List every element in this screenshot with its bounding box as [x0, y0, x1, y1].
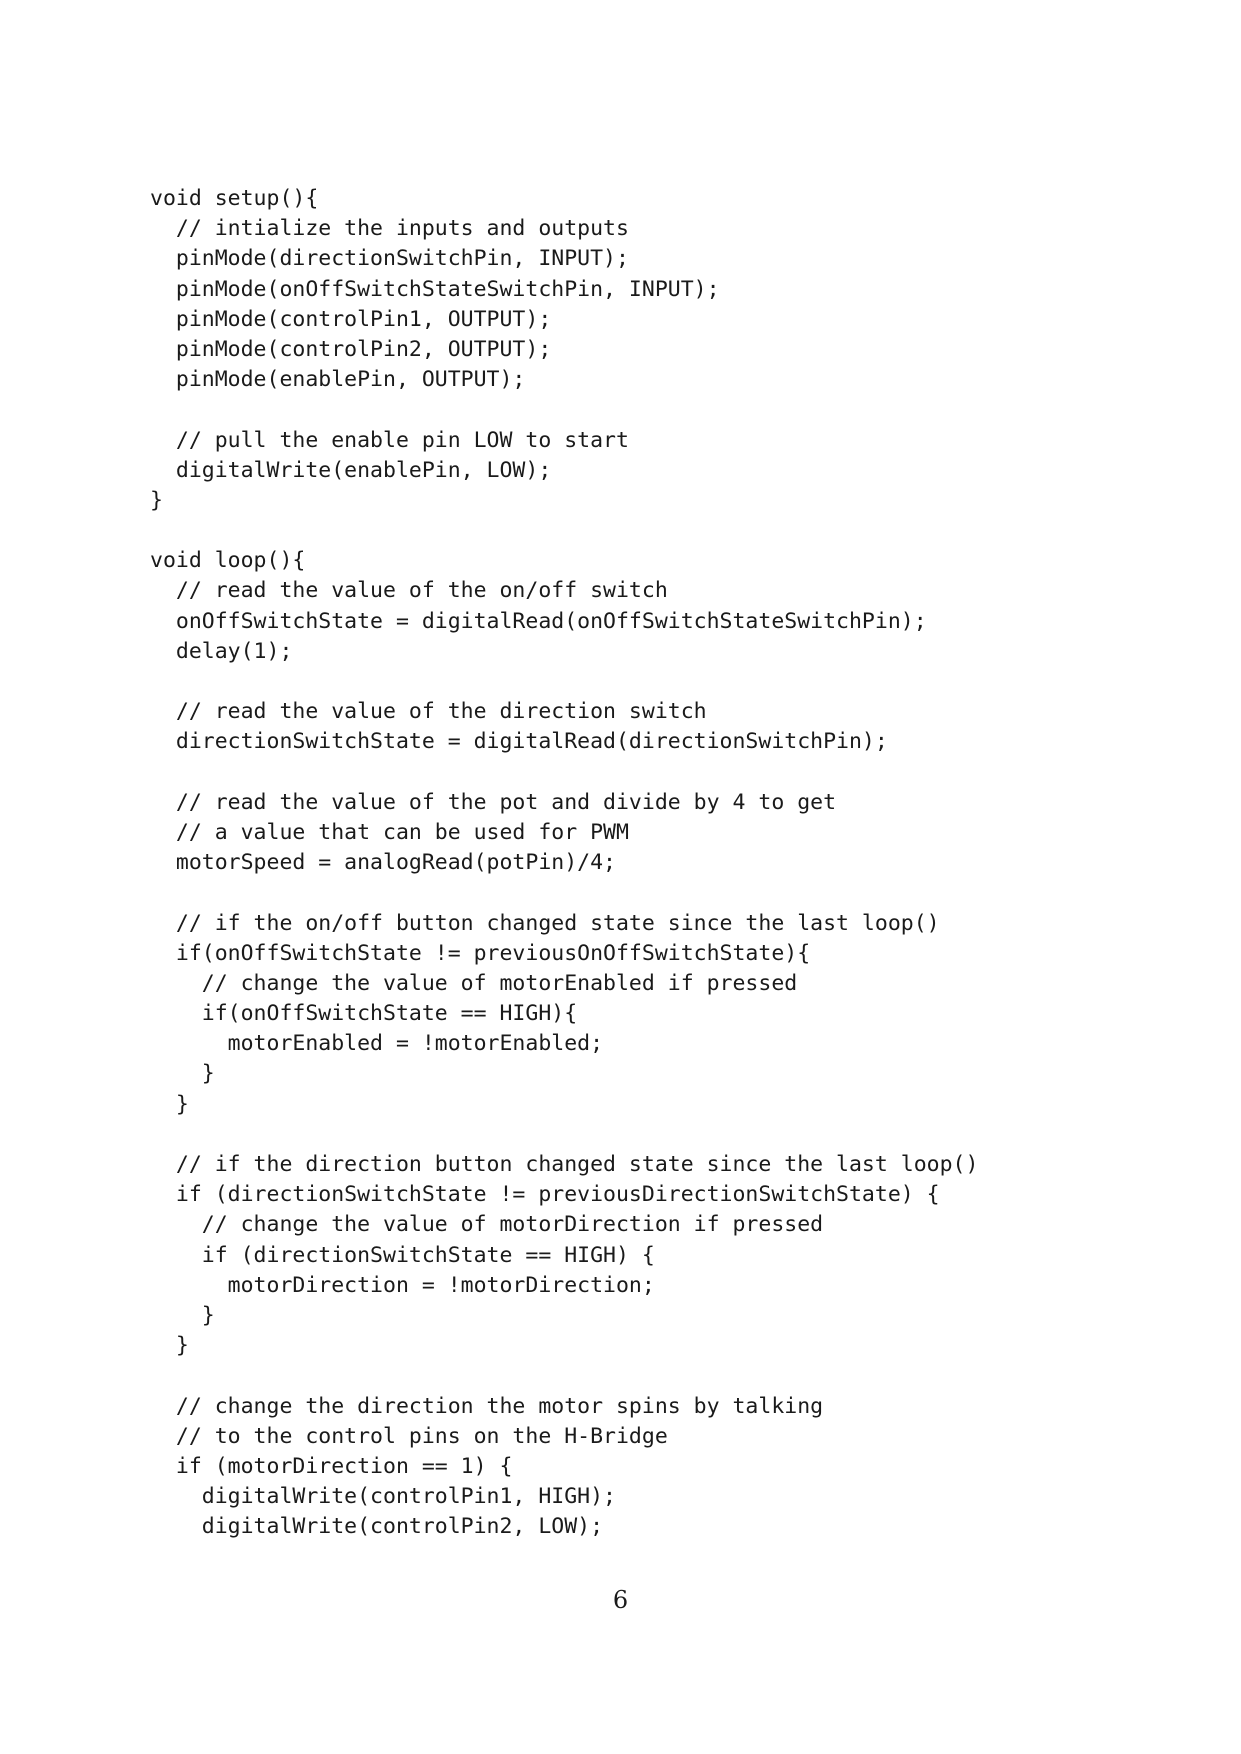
code-line	[150, 1120, 978, 1150]
code-line: motorSpeed = analogRead(potPin)/4;	[150, 850, 616, 876]
code-line: digitalWrite(controlPin2, LOW);	[150, 1514, 604, 1540]
code-line: // change the value of motorEnabled if pressed	[150, 970, 798, 996]
code-line: // read the value of the pot and divide by 4 to get	[150, 789, 837, 815]
code-line: }	[150, 1091, 189, 1117]
code-line: // if the direction button changed state since the last loop()	[150, 1152, 979, 1177]
code-line	[150, 395, 978, 425]
code-line: }	[150, 1333, 189, 1359]
code-line	[150, 878, 978, 908]
code-line: // to the control pins on the H-Bridge	[150, 1423, 668, 1449]
code-line: // read the value of the direction switch	[150, 699, 707, 725]
code-line: pinMode(directionSwitchPin, INPUT);	[150, 246, 629, 272]
code-line: if(onOffSwitchState == HIGH){	[150, 1001, 578, 1027]
code-line: motorEnabled = !motorEnabled;	[150, 1031, 604, 1057]
code-line: pinMode(enablePin, OUTPUT);	[150, 367, 526, 393]
code-line: if(onOffSwitchState != previousOnOffSwitchState){	[150, 940, 811, 966]
code-line: // a value that can be used for PWM	[150, 819, 629, 845]
code-line	[150, 667, 978, 697]
code-line: pinMode(controlPin2, OUTPUT);	[150, 336, 552, 362]
code-line	[150, 758, 978, 788]
code-line: // change the direction the motor spins by talking	[150, 1393, 824, 1419]
code-line: }	[150, 1061, 215, 1087]
code-line: // intialize the inputs and outputs	[150, 216, 629, 242]
code-line: if (directionSwitchState != previousDirectionSwitchState) {	[150, 1182, 940, 1208]
code-listing	[150, 184, 978, 1542]
code-line: void loop(){	[150, 548, 306, 574]
code-line: // read the value of the on/off switch	[150, 578, 668, 604]
code-line: // pull the enable pin LOW to start	[150, 427, 629, 453]
code-line: }	[150, 487, 163, 513]
code-line	[150, 1361, 978, 1391]
code-line: pinMode(controlPin1, OUTPUT);	[150, 306, 552, 332]
code-line: if (motorDirection == 1) {	[150, 1453, 513, 1479]
code-line: delay(1);	[150, 638, 293, 664]
code-line: // change the value of motorDirection if pressed	[150, 1212, 824, 1238]
code-line: motorDirection = !motorDirection;	[150, 1272, 655, 1298]
code-line: if (directionSwitchState == HIGH) {	[150, 1242, 655, 1268]
code-line	[150, 516, 978, 546]
code-line: // if the on/off button changed state since the last loop()	[150, 910, 940, 936]
page-number: 6	[612, 1586, 629, 1614]
code-line: digitalWrite(controlPin1, HIGH);	[150, 1484, 616, 1510]
code-line: digitalWrite(enablePin, LOW);	[150, 457, 552, 483]
code-line: pinMode(onOffSwitchStateSwitchPin, INPUT);	[150, 276, 720, 302]
code-line: void setup(){	[150, 186, 319, 211]
code-line: directionSwitchState = digitalRead(directionSwitchPin);	[150, 729, 888, 755]
code-line: }	[150, 1302, 215, 1328]
code-line: onOffSwitchState = digitalRead(onOffSwitchStateSwitchPin);	[150, 608, 927, 634]
